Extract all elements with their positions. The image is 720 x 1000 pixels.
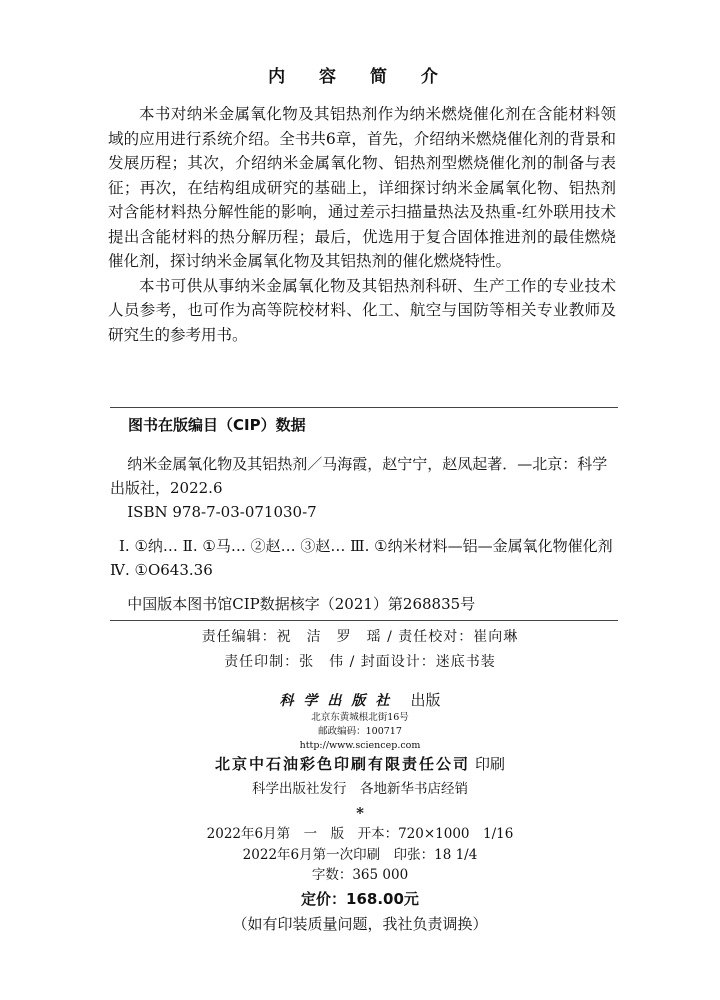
printer-name: 北京中石油彩色印刷有限责任公司 [214,755,470,773]
publish-label: 出版 [410,691,441,709]
printer-label: 印刷 [475,755,506,773]
publisher-address: 北京东黄城根北街16号 [311,712,409,723]
publisher-logo: 科学出版社 [279,693,400,709]
publisher-line [0,689,720,710]
cip-bottom-divider [110,620,618,621]
printing-line: 2022年6月第一次印刷 印张：18 1/4 [242,847,478,863]
printer-line [0,753,720,774]
separator-star: * [356,804,364,822]
cip-top-divider [110,407,618,408]
page-title: 内 容 简 介 [268,67,452,87]
cip-verification: 中国版本图书馆CIP数据核字（2021）第268835号 [127,595,476,613]
production-credits: 责任印制：张 伟 / 封面设计：迷底书装 [224,654,496,670]
distribution-line: 科学出版社发行 各地新华书店经销 [252,781,468,797]
editor-credits: 责任编辑：祝 洁 罗 瑶 / 责任校对：崔向琳 [201,629,519,645]
summary-paragraph-2: 本书可供从事纳米金属氧化物及其铝热剂科研、生产工作的专业技术人员参考，也可作为高等院校材料、化工、航空与国防等相关专业教师及研究生的参考用书。 [108,276,616,344]
cip-entry: 纳米金属氧化物及其铝热剂／马海霞，赵宁宁，赵凤起著．—北京：科学出版社，2022.6 [110,455,608,497]
cip-isbn: ISBN 978-7-03-071030-7 [127,503,317,521]
word-count: 字数：365 000 [311,867,409,883]
publisher-postcode: 邮政编码：100717 [318,726,402,737]
cip-record [110,452,618,616]
cip-heading: 图书在版编目（CIP）数据 [128,416,306,434]
price: 定价：168.00元 [301,890,419,908]
publisher-website: http://www.sciencep.com [299,740,421,751]
quality-notice: （如有印装质量问题，我社负责调换） [232,915,488,933]
cip-classification: Ⅰ. ①纳… Ⅱ. ①马… ②赵… ③赵… Ⅲ. ①纳米材料—铝—金属氧化物催化剂 Ⅳ. ①O643.36 [110,537,613,579]
summary-paragraph-1: 本书对纳米金属氧化物及其铝热剂作为纳米燃烧催化剂在含能材料领域的应用进行系统介绍。全书共6章，首先，介绍纳米燃烧催化剂的背景和发展历程；其次，介绍纳米金属氧化物、铝热剂型燃烧催化剂的制备与表征；再次，在结构组成研究的基础上，详细探讨纳米金属氧化物、铝热剂对含能材料热分解性能的影响，通过差示扫描量热法及热重-红外联用技术提出含能材料的热分解历程；最后，优选用于复合固体推进剂的最佳燃烧催化剂，探讨纳米金属氧化物及其铝热剂的催化燃烧特性。 [108,105,616,270]
content-summary [108,102,616,347]
edition-line: 2022年6月第 一 版 开本：720×1000 1/16 [206,826,514,842]
